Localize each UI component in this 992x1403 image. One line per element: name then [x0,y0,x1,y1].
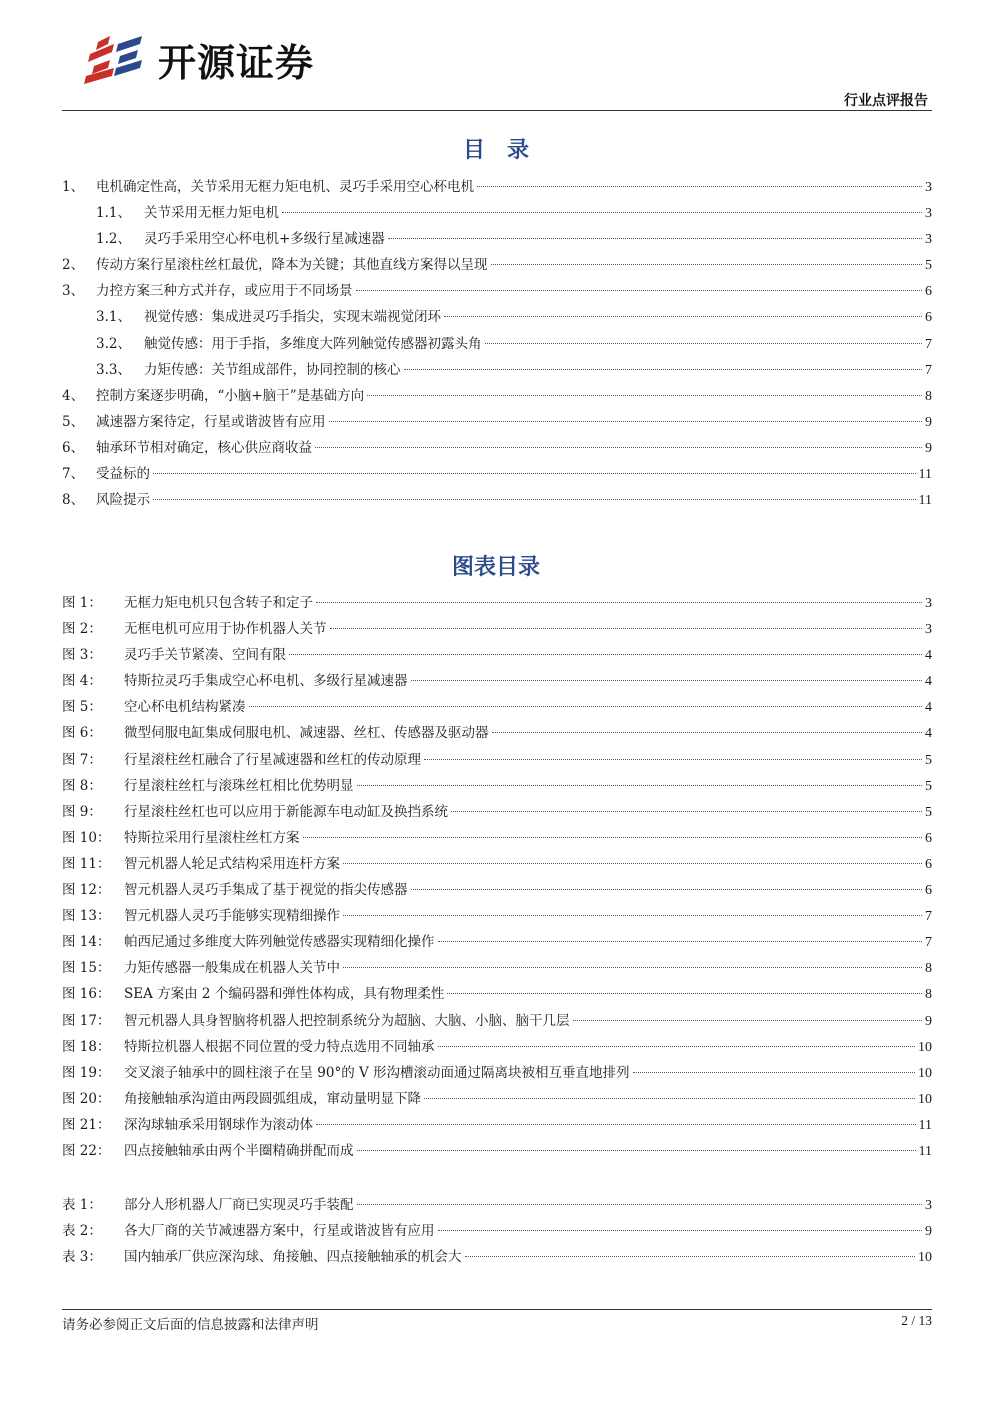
figure-entry[interactable] [62,930,932,956]
toc-entry[interactable] [62,410,932,436]
entry-title: 空心杯电机结构紧凑 [124,699,246,716]
dot-leader [633,1072,915,1073]
figure-entry[interactable] [62,1113,932,1139]
entry-title: 行星滚柱丝杠融合了行星减速器和丝杠的传动原理 [124,751,421,768]
dot-leader [343,967,922,968]
entry-number: 图 17： [62,1012,111,1029]
dot-leader [485,343,923,344]
toc-entry[interactable] [62,384,932,410]
entry-number: 图 4： [62,673,102,690]
entry-title: 角接触轴承沟道由两段圆弧组成，窜动量明显下降 [124,1090,421,1107]
dot-leader [329,421,923,422]
entry-title: 部分人形机器人厂商已实现灵巧手装配 [124,1197,354,1213]
entry-number: 图 5： [62,699,102,716]
dot-leader [303,837,923,838]
entry-number: 1.2、 [96,231,131,248]
dot-leader [444,316,922,317]
toc-entry[interactable] [62,305,932,331]
entry-title: 智元机器人灵巧手集成了基于视觉的指尖传感器 [124,882,408,899]
page-header [62,26,932,112]
entry-number: 3.2、 [96,335,131,352]
entry-page: 5 [925,752,932,768]
table-entry[interactable] [62,1245,932,1271]
entry-page: 3 [925,622,932,638]
figure-entry[interactable] [62,1009,932,1035]
entry-page: 6 [925,310,932,326]
figure-entry[interactable] [62,721,932,747]
figure-entry[interactable] [62,826,932,852]
entry-title: 触觉传感：用于手指，多维度大阵列触觉传感器初露头角 [144,335,482,352]
dot-leader [289,654,922,655]
figure-entry[interactable] [62,695,932,721]
entry-title: 减速器方案待定，行星或谐波皆有应用 [96,413,326,430]
entry-number: 4、 [62,387,85,404]
figure-entry[interactable] [62,904,932,930]
entry-title: 交叉滚子轴承中的圆柱滚子在呈 90°的 V 形沟槽滚动面通过隔离块被相互垂直地排列 [124,1064,630,1081]
entry-page: 9 [925,440,932,456]
entry-title: 视觉传感：集成进灵巧手指尖，实现末端视觉闭环 [144,309,441,326]
entry-number: 表 1： [62,1197,102,1213]
entry-page: 5 [925,778,932,794]
entry-number: 图 6： [62,725,102,742]
dot-leader [249,706,923,707]
entry-page: 3 [925,596,932,611]
entry-number: 图 7： [62,751,102,768]
dot-leader [451,811,922,812]
company-name: 开源证券 [158,40,315,85]
entry-number: 图 20： [62,1090,111,1107]
figure-entry[interactable] [62,852,932,878]
entry-page: 4 [925,726,932,742]
toc-entry[interactable] [62,462,932,488]
toc-entry[interactable] [62,488,932,514]
entry-title: 智元机器人灵巧手能够实现精细操作 [124,908,340,925]
dot-leader [438,941,923,942]
entry-page: 9 [925,1224,932,1240]
toc-entry[interactable] [62,227,932,253]
entry-number: 图 11： [62,855,111,872]
dot-leader [315,447,922,448]
entry-title: 力矩传感器一般集成在机器人关节中 [124,960,340,977]
entry-title: 灵巧手采用空心杯电机+多级行星减速器 [144,231,385,248]
dot-leader [367,395,922,396]
dot-leader [447,993,922,994]
entry-number: 3.3、 [96,361,131,378]
entry-number: 图 2： [62,621,102,638]
dot-leader [491,264,923,265]
entry-page: 3 [925,232,932,248]
figure-entry[interactable] [62,956,932,982]
entry-number: 图 22： [62,1142,111,1159]
entry-number: 图 12： [62,882,111,899]
figure-entry[interactable] [62,591,932,617]
dot-leader [438,1230,923,1231]
logo-mark-icon [80,30,152,88]
entry-page: 11 [918,1143,932,1159]
entry-page: 5 [925,258,932,274]
dot-leader [343,915,922,916]
entry-page: 10 [918,1065,932,1081]
table-entry[interactable] [62,1193,932,1219]
entry-number: 3、 [62,283,85,300]
figure-toc-heading: 图表目录 [451,555,540,580]
entry-title: SEA 方案由 2 个编码器和弹性体构成，具有物理柔性 [124,986,445,1003]
entry-number: 6、 [62,439,85,456]
entry-page: 7 [925,909,932,925]
entry-title: 智元机器人轮足式结构采用连杆方案 [124,855,340,872]
entry-number: 图 1： [62,595,102,611]
dot-leader [388,238,922,239]
table-list [62,1193,932,1271]
entry-number: 图 9： [62,803,102,820]
dot-leader [404,369,923,370]
figure-entry[interactable] [62,1061,932,1087]
entry-title: 无框电机可应用于协作机器人关节 [124,621,327,638]
entry-page: 9 [925,1013,932,1029]
entry-number: 3.1、 [96,309,131,326]
entry-title: 行星滚柱丝杠与滚珠丝杠相比优势明显 [124,777,354,794]
toc-entry[interactable] [62,279,932,305]
entry-number: 5、 [62,413,85,430]
entry-title: 特斯拉灵巧手集成空心杯电机、多级行星减速器 [124,673,408,690]
figure-entry[interactable] [62,1139,932,1165]
footer-divider [62,1309,932,1310]
entry-number: 图 14： [62,934,111,951]
entry-number: 2、 [62,257,85,274]
entry-number: 图 13： [62,908,111,925]
entry-page: 4 [925,700,932,716]
figure-list [62,591,932,1165]
dot-leader [424,1098,915,1099]
toc-heading: 目 录 [462,138,529,163]
entry-page: 7 [925,336,932,352]
entry-page: 11 [918,467,932,483]
entry-title: 控制方案逐步明确，“小脑+脑干”是基础方向 [96,387,365,404]
dot-leader [357,1150,916,1151]
entry-page: 6 [925,284,932,300]
dot-leader [357,785,923,786]
dot-leader [330,628,923,629]
dot-leader [411,680,923,681]
entry-title: 风险提示 [96,492,150,509]
entry-page: 11 [918,493,932,509]
entry-title: 力控方案三种方式并存，或应用于不同场景 [96,283,353,300]
dot-leader [153,473,916,474]
dot-leader [424,759,922,760]
entry-title: 各大厂商的关节减速器方案中，行星或谐波皆有应用 [124,1223,435,1240]
entry-page: 5 [925,804,932,820]
entry-page: 4 [925,648,932,664]
entry-page: 6 [925,883,932,899]
dot-leader [465,1256,916,1257]
entry-title: 灵巧手关节紧凑、空间有限 [124,647,286,664]
figure-entry[interactable] [62,774,932,800]
entry-page: 10 [918,1039,932,1055]
entry-number: 7、 [62,466,85,483]
entry-number: 表 2： [62,1223,102,1240]
entry-number: 图 19： [62,1064,111,1081]
figure-entry[interactable] [62,669,932,695]
figure-entry[interactable] [62,748,932,774]
figure-entry[interactable] [62,878,932,904]
toc-entry[interactable] [62,358,932,384]
dot-leader [356,290,923,291]
entry-title: 电机确定性高，关节采用无框力矩电机、灵巧手采用空心杯电机 [96,179,474,195]
entry-title: 微型伺服电缸集成伺服电机、减速器、丝杠、传感器及驱动器 [124,725,489,742]
company-logo [80,30,314,88]
entry-number: 图 21： [62,1116,111,1133]
entry-number: 图 15： [62,960,111,977]
entry-title: 四点接触轴承由两个半圈精确拼配而成 [124,1142,354,1159]
toc-entry[interactable] [62,436,932,462]
entry-title: 关节采用无框力矩电机 [144,205,279,222]
entry-number: 图 18： [62,1038,111,1055]
entry-title: 特斯拉采用行星滚柱丝杠方案 [124,829,300,846]
toc-entry[interactable] [62,332,932,358]
entry-number: 1.1、 [96,205,131,222]
entry-number: 图 3： [62,647,102,664]
entry-number: 图 10： [62,829,111,846]
entry-page: 3 [925,180,932,195]
entry-number: 图 8： [62,777,102,794]
footer-disclaimer: 请务必参阅正文后面的信息披露和法律声明 [62,1317,319,1333]
entry-title: 智元机器人具身智脑将机器人把控制系统分为超脑、大脑、小脑、脑干几层 [124,1012,570,1029]
page-number: 2 / 13 [901,1313,932,1328]
entry-title: 力矩传感：关节组成部件，协同控制的核心 [144,361,401,378]
dot-leader [492,732,923,733]
dot-leader [438,1046,916,1047]
entry-page: 3 [925,206,932,222]
toc-entry[interactable] [62,253,932,279]
header-divider [62,110,932,111]
entry-page: 8 [925,388,932,404]
entry-title: 无框力矩电机只包含转子和定子 [124,595,313,611]
entry-page: 6 [925,856,932,872]
entry-title: 传动方案行星滚柱丝杠最优，降本为关键；其他直线方案得以呈现 [96,257,488,274]
entry-page: 7 [925,362,932,378]
entry-page: 8 [925,961,932,977]
entry-page: 7 [925,935,932,951]
entry-page: 11 [918,1117,932,1133]
entry-title: 行星滚柱丝杠也可以应用于新能源车电动缸及换挡系统 [124,803,448,820]
report-type: 行业点评报告 [844,93,928,109]
dot-leader [153,499,916,500]
figure-entry[interactable] [62,617,932,643]
toc-entry[interactable] [62,201,932,227]
dot-leader [316,1124,916,1125]
entry-title: 受益标的 [96,466,150,483]
entry-number: 1、 [62,179,85,195]
entry-page: 8 [925,987,932,1003]
entry-page: 10 [918,1091,932,1107]
entry-page: 6 [925,830,932,846]
figure-entry[interactable] [62,1035,932,1061]
dot-leader [316,602,922,603]
entry-page: 3 [925,1198,932,1213]
entry-number: 图 16： [62,986,111,1003]
entry-page: 9 [925,414,932,430]
entry-page: 4 [925,674,932,690]
figure-entry[interactable] [62,1087,932,1113]
dot-leader [343,863,922,864]
entry-title: 特斯拉机器人根据不同位置的受力特点选用不同轴承 [124,1038,435,1055]
table-entry[interactable] [62,1219,932,1245]
dot-leader [573,1020,923,1021]
entry-title: 轴承环节相对确定，核心供应商收益 [96,439,312,456]
entry-title: 国内轴承厂供应深沟球、角接触、四点接触轴承的机会大 [124,1249,462,1266]
dot-leader [477,186,922,187]
entry-title: 深沟球轴承采用钢球作为滚动体 [124,1116,313,1133]
figure-entry[interactable] [62,982,932,1008]
dot-leader [411,889,923,890]
entry-page: 10 [918,1250,932,1266]
dot-leader [282,212,922,213]
table-of-contents [62,175,932,514]
figure-entry[interactable] [62,800,932,826]
figure-entry[interactable] [62,643,932,669]
dot-leader [357,1204,923,1205]
toc-entry[interactable] [62,175,932,201]
entry-title: 帕西尼通过多维度大阵列触觉传感器实现精细化操作 [124,934,435,951]
entry-number: 表 3： [62,1249,102,1266]
entry-number: 8、 [62,492,85,509]
